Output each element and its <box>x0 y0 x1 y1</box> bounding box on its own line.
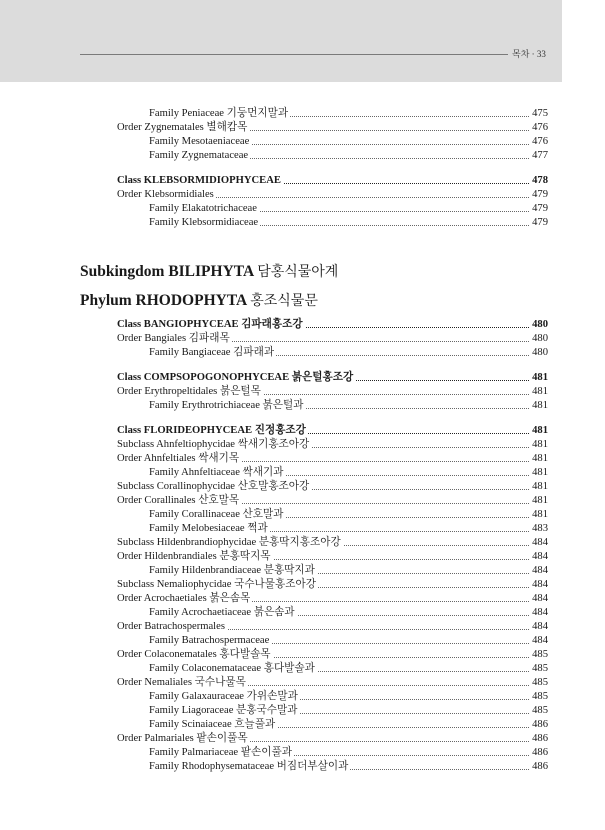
toc-entry-label: Family Mesotaeniaceae <box>149 136 250 147</box>
toc-entry <box>0 606 605 620</box>
toc-entry <box>0 107 605 121</box>
toc-entry <box>0 662 605 676</box>
toc-entry-page: 477 <box>532 150 548 161</box>
toc-entry-label: Family Colaconemataceae 홍다발솔과 <box>149 663 315 674</box>
toc-entry-page: 484 <box>532 565 548 576</box>
toc-entry <box>0 371 605 385</box>
toc-entry-label: Family Erythrotrichiaceae 붉은털과 <box>149 400 304 411</box>
toc-entry-label: Family Galaxauraceae 가위손말과 <box>149 691 298 702</box>
toc-entry-label: Class KLEBSORMIDIOPHYCEAE <box>117 175 281 186</box>
toc-entry-label: Order Ahnfeltiales 싹새기목 <box>117 453 240 464</box>
toc-entry-page: 484 <box>532 593 548 604</box>
toc-entry-page: 485 <box>532 691 548 702</box>
heading-subkingdom <box>80 261 338 281</box>
toc-entry-label: Family Acrochaetiaceae 붉은솜과 <box>149 607 295 618</box>
toc-entry-page: 475 <box>532 108 548 119</box>
toc-entry-label: Subclass Corallinophycidae 산호말홍조아강 <box>117 481 310 492</box>
toc-entry-page: 479 <box>532 217 548 228</box>
toc-entry <box>0 690 605 704</box>
toc-entry <box>0 536 605 550</box>
toc-entry-label: Order Klebsormidiales <box>117 189 214 200</box>
header-rule <box>80 54 508 55</box>
toc-entry-page: 481 <box>532 509 548 520</box>
toc-entry <box>0 494 605 508</box>
toc-entry-label: Order Nemaliales 국수나물목 <box>117 677 246 688</box>
toc-entry-label: Family Scinaiaceae 흐늘풀과 <box>149 719 276 730</box>
toc-entry-label: Family Palmariaceae 팥손이풀과 <box>149 747 292 758</box>
toc-entry-page: 479 <box>532 189 548 200</box>
toc-entry-label: Subclass Hildenbrandiophycidae 분홍딱지홍조아강 <box>117 537 341 548</box>
toc-entry <box>0 438 605 452</box>
toc-entry-page: 481 <box>532 372 548 383</box>
toc-entry <box>0 149 605 163</box>
toc-entry-page: 476 <box>532 136 548 147</box>
toc-entry-label: Family Liagoraceae 분홍국수말과 <box>149 705 298 716</box>
toc-entry-label: Class FLORIDEOPHYCEAE 진정홍조강 <box>117 425 306 436</box>
toc-entry-page: 485 <box>532 677 548 688</box>
toc-entry-page: 480 <box>532 319 548 330</box>
toc-entry-label: Subclass Nemaliophycidae 국수나물홍조아강 <box>117 579 316 590</box>
toc-entry-page: 486 <box>532 761 548 772</box>
toc-entry-label: Order Bangiales 김파래목 <box>117 333 230 344</box>
toc-entry-page: 484 <box>532 579 548 590</box>
toc-entry <box>0 578 605 592</box>
toc-entry-label: Family Bangiaceae 김파래과 <box>149 347 275 358</box>
toc-entry-page: 483 <box>532 523 548 534</box>
toc-entry-label: Family Elakatotrichaceae <box>149 203 257 214</box>
toc-entry <box>0 732 605 746</box>
toc-entry <box>0 174 605 188</box>
toc-entry-page: 486 <box>532 733 548 744</box>
toc-entry <box>0 332 605 346</box>
heading-subkingdom-korean: 담홍식물아계 <box>257 265 339 280</box>
toc-entry-label: Family Ahnfeltiaceae 싹새기과 <box>149 467 284 478</box>
toc-entry-label: Subclass Ahnfeltiophycidae 싹새기홍조아강 <box>117 439 310 450</box>
toc-entry-page: 480 <box>532 347 548 358</box>
toc-entry-label: Family Hildenbrandiaceae 분홍딱지과 <box>149 565 315 576</box>
toc-entry <box>0 216 605 230</box>
toc-entry-page: 479 <box>532 203 548 214</box>
toc-entry-label: Order Zygnematales 별해캄목 <box>117 122 248 133</box>
toc-entry-page: 484 <box>532 551 548 562</box>
heading-subkingdom-text: Subkingdom BILIPHYTA <box>80 263 254 280</box>
toc-entry <box>0 346 605 360</box>
toc-entry-label: Order Acrochaetiales 붉은솜목 <box>117 593 251 604</box>
toc-entry <box>0 620 605 634</box>
toc-entry <box>0 385 605 399</box>
toc-entry-page: 481 <box>532 467 548 478</box>
toc-entry <box>0 550 605 564</box>
toc-entry-page: 484 <box>532 537 548 548</box>
heading-phylum <box>80 290 318 310</box>
toc-entry <box>0 564 605 578</box>
toc-entry <box>0 648 605 662</box>
toc-entry <box>0 121 605 135</box>
header-band <box>0 0 562 82</box>
toc-entry-label: Family Klebsormidiaceae <box>149 217 259 228</box>
toc-entry <box>0 634 605 648</box>
toc-entry <box>0 202 605 216</box>
toc-entry-label: Family Zygnemataceae <box>149 150 249 161</box>
toc-entry-page: 486 <box>532 719 548 730</box>
toc-entry <box>0 522 605 536</box>
toc-entry-label: Class BANGIOPHYCEAE 김파래홍조강 <box>117 319 303 330</box>
toc-entry-page: 485 <box>532 649 548 660</box>
toc-entry-label: Order Erythropeltidales 붉은털목 <box>117 386 261 397</box>
toc-entry-label: Class COMPSOPOGONOPHYCEAE 붉은털홍조강 <box>117 372 354 383</box>
toc-entry-page: 481 <box>532 439 548 450</box>
toc-entry <box>0 135 605 149</box>
toc-entry <box>0 592 605 606</box>
toc-entry-label: Family Peniaceae 기둥먼지말과 <box>149 108 289 119</box>
toc-entry-page: 485 <box>532 705 548 716</box>
toc-entry-page: 476 <box>532 122 548 133</box>
toc-entry <box>0 746 605 760</box>
toc-entry-page: 481 <box>532 453 548 464</box>
toc-entry-label: Order Corallinales 산호말목 <box>117 495 240 506</box>
toc-entry-page: 484 <box>532 621 548 632</box>
heading-phylum-text: Phylum RHODOPHYTA <box>80 292 247 309</box>
toc-entry-page: 481 <box>532 425 548 436</box>
toc-entry-page: 480 <box>532 333 548 344</box>
toc-entry <box>0 452 605 466</box>
toc-entry-label: Order Batrachospermales <box>117 621 225 632</box>
toc-entry <box>0 704 605 718</box>
toc-entry-label: Order Hildenbrandiales 분홍딱지목 <box>117 551 271 562</box>
toc-entry-label: Family Corallinaceae 산호말과 <box>149 509 284 520</box>
toc-entry <box>0 480 605 494</box>
toc-entry <box>0 760 605 774</box>
toc-entry <box>0 188 605 202</box>
toc-entry-page: 484 <box>532 607 548 618</box>
toc-entry-page: 484 <box>532 635 548 646</box>
toc-entry <box>0 399 605 413</box>
toc-entry-page: 481 <box>532 495 548 506</box>
toc-entry <box>0 508 605 522</box>
toc-entry <box>0 466 605 480</box>
toc-entry-label: Order Colaconematales 홍다발솔목 <box>117 649 271 660</box>
toc-entry-page: 481 <box>532 400 548 411</box>
toc-entry <box>0 318 605 332</box>
toc-entry <box>0 424 605 438</box>
toc-entry-page: 481 <box>532 481 548 492</box>
toc-entry-label: Family Batrachospermaceae <box>149 635 270 646</box>
toc-entry <box>0 718 605 732</box>
toc-entry-label: Family Rhodophysemataceae 버짐더부살이과 <box>149 761 349 772</box>
toc-entry-page: 485 <box>532 663 548 674</box>
heading-phylum-korean: 홍조식물문 <box>250 294 318 309</box>
toc-entry-page: 481 <box>532 386 548 397</box>
running-header: 목차 · 33 <box>512 49 546 59</box>
toc-entry-label: Order Palmariales 팥손이풀목 <box>117 733 248 744</box>
toc-entry-page: 478 <box>532 175 548 186</box>
toc-entry <box>0 676 605 690</box>
toc-entry-label: Family Melobesiaceae 쩍과 <box>149 523 268 534</box>
toc-entry-page: 486 <box>532 747 548 758</box>
